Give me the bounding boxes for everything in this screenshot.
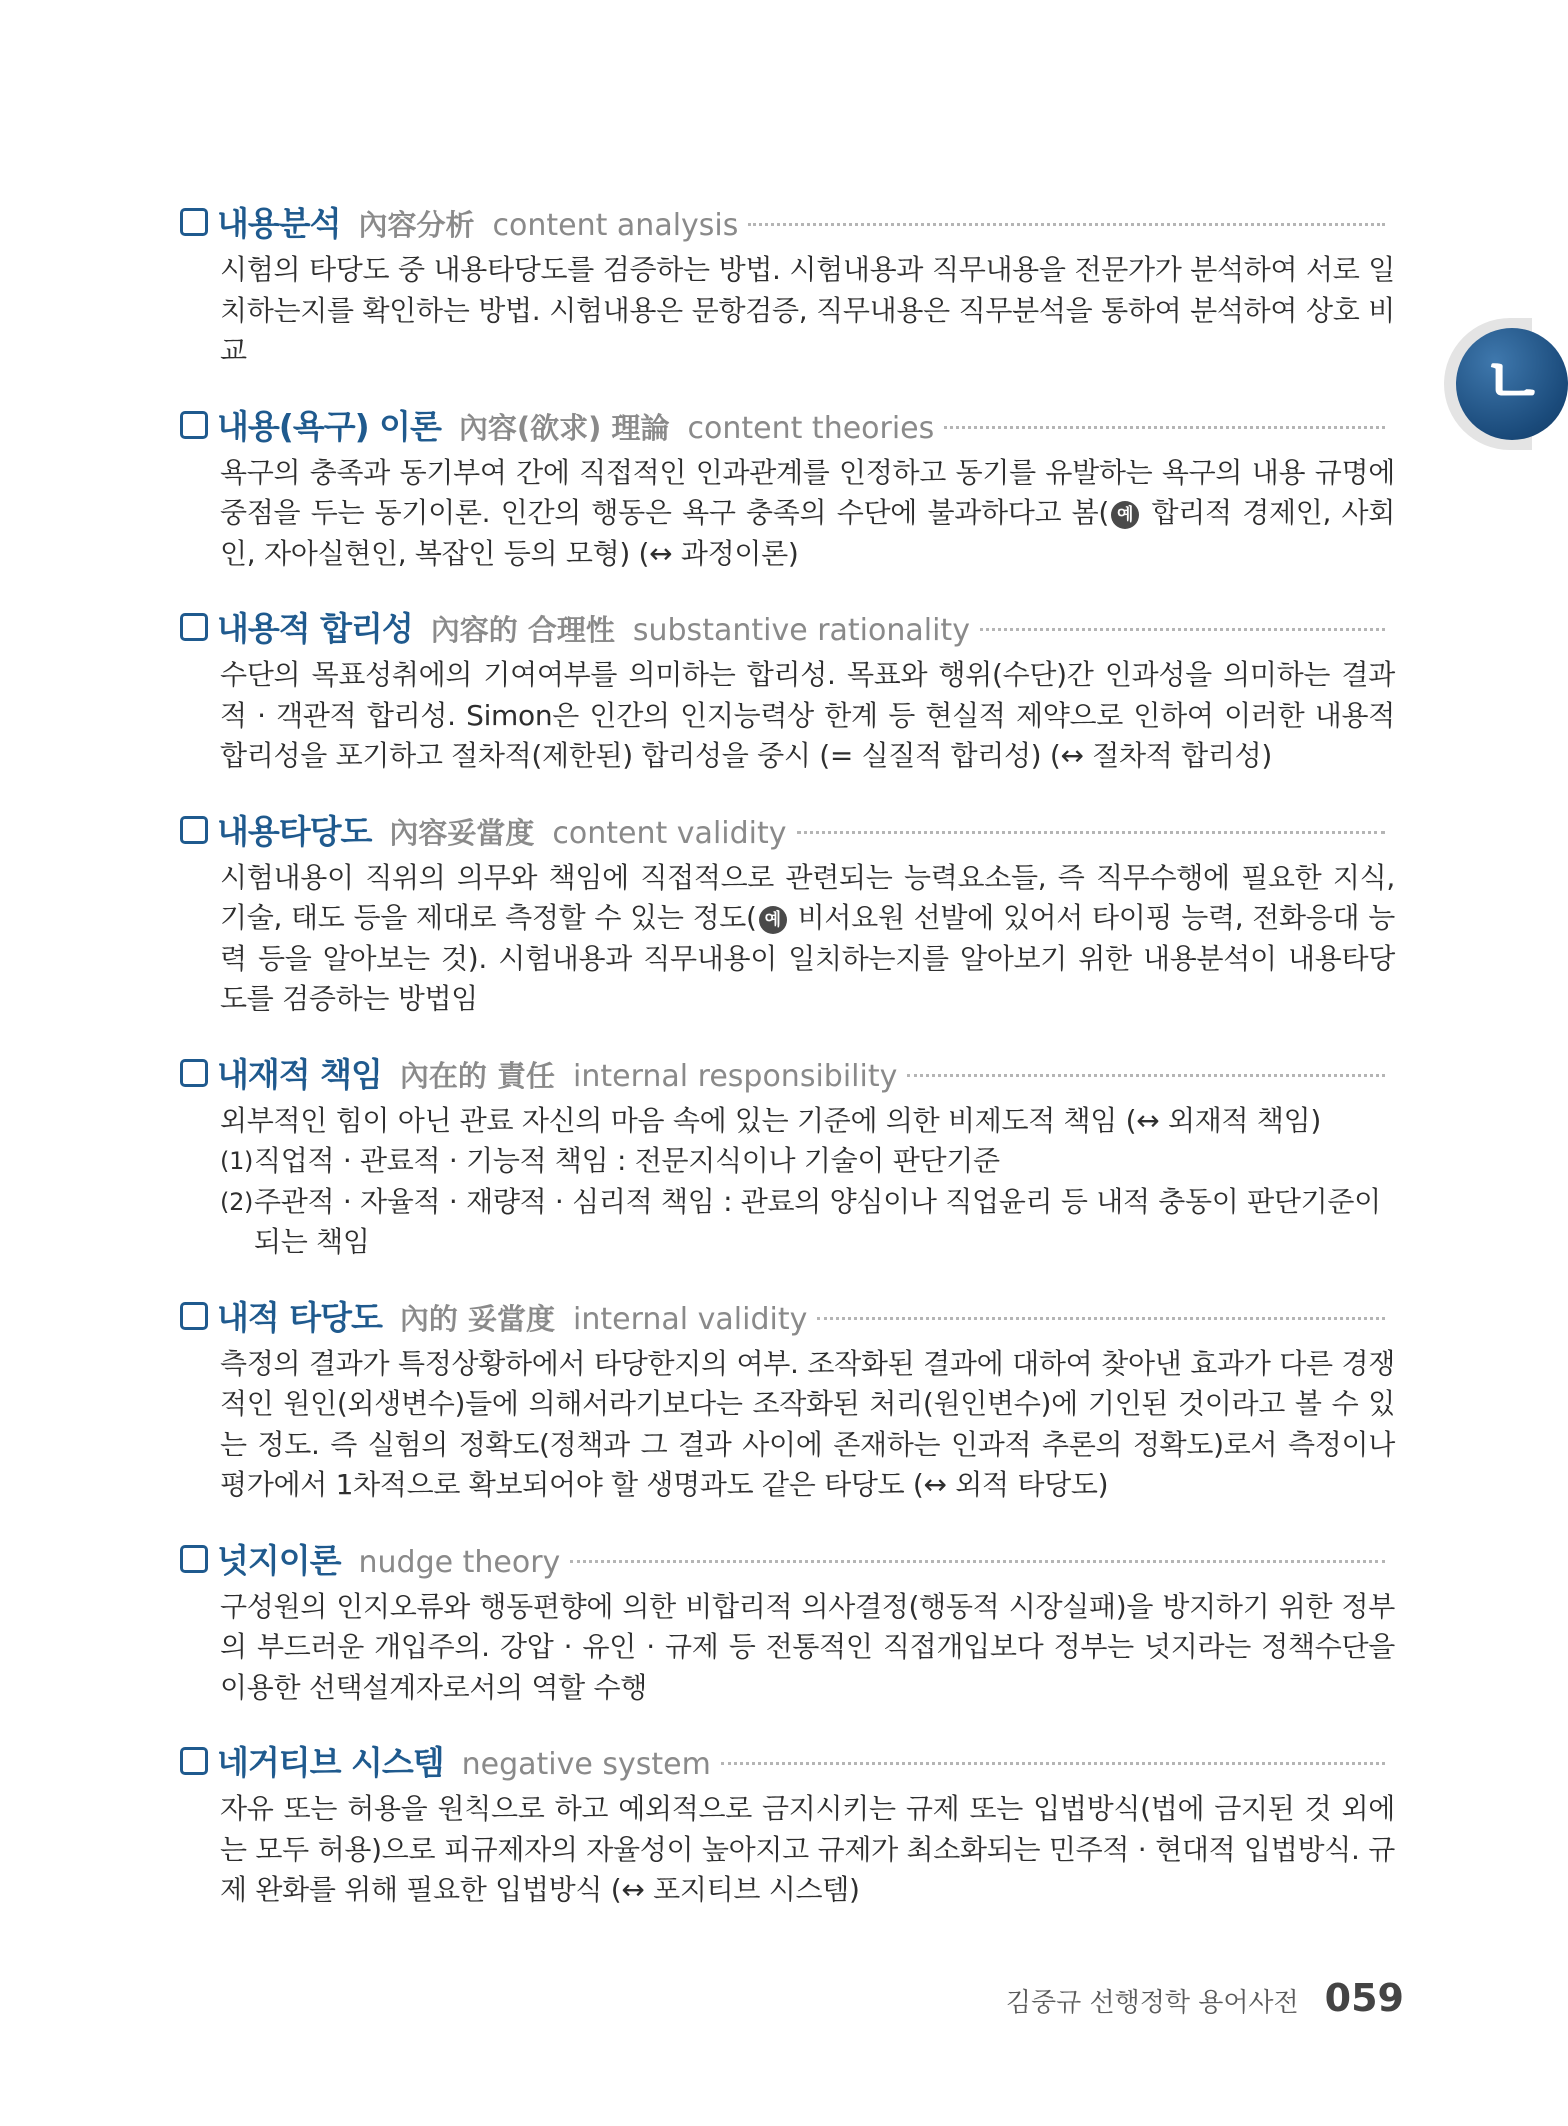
entry-english: content theories [687,410,935,446]
entry [180,1049,1395,1263]
list-item-number: (1) [220,1147,254,1175]
entry-body: 시험의 타당도 중 내용타당도를 검증하는 방법. 시험내용과 직무내용을 전문가가 분석하여 서로 일치하는지를 확인하는 방법. 시험내용은 문항검증, 직무내용은 직무분석을 통하여 분석하여 상호 비교 [220,253,1395,367]
entry-header [180,198,1395,246]
entry-header [180,401,1395,449]
example-badge-icon: 예 [1111,501,1139,529]
entry-hanja: 內容的 合理性 [430,613,615,647]
entry-body [220,453,1395,575]
entry-term: 내용(욕구) 이론 [217,406,441,446]
entry-list [180,198,1395,1940]
entry [180,401,1395,575]
entry-hanja: 內在的 責任 [399,1058,555,1093]
list-item-text: 주관적 · 자율적 · 재량적 · 심리적 책임 : 관료의 양심이나 직업윤리 등 내적 충동이 판단기준이 되는 책임 [254,1184,1381,1258]
entry-english: negative system [461,1747,711,1782]
entry-term: 내용적 합리성 [217,609,413,648]
entry-body-text: 시험내용이 직위의 의무와 책임에 직접적으로 관련되는 능력요소들, 즉 직무수행에 필요한 지식, 기술, 태도 등을 제대로 측정할 수 있는 정도( [220,860,1395,934]
entry-term: 내적 타당도 [217,1297,382,1337]
list-item-text: 직업적 · 관료적 · 기능적 책임 : 전문지식이나 기술이 판단기준 [254,1144,1000,1177]
entry [180,1292,1395,1506]
entry-english: content validity [552,815,787,851]
dotted-leader [907,1074,1385,1077]
entry-hanja: 內容分析 [358,208,475,242]
page-footer [1006,1976,1404,2020]
entry-english: internal validity [573,1301,808,1337]
index-tab-letter: ㄴ [1482,343,1546,420]
entry-hanja: 內容(欲求) 理論 [458,410,670,445]
entry-english: internal responsibility [573,1058,898,1094]
page-number: 059 [1324,1976,1404,2020]
entry [180,603,1395,777]
checkbox-square-icon [180,1059,208,1087]
checkbox-square-icon [180,1302,208,1330]
entry-term: 내용타당도 [217,811,372,851]
checkbox-square-icon [180,816,208,844]
checkbox-square-icon [180,613,208,641]
index-tab-circle [1456,328,1568,440]
entry-body: 외부적인 힘이 아닌 관료 자신의 마음 속에 있는 기준에 의한 비제도적 책임 (↔ 외재적 책임) [220,1103,1321,1137]
entry-header [180,1292,1395,1340]
dotted-leader [797,831,1385,834]
entry-header [180,1049,1395,1097]
entry-header [180,1737,1395,1785]
dotted-leader [721,1762,1385,1765]
entry-term: 네거티브 시스템 [217,1743,444,1782]
entry [180,1535,1395,1709]
entry-body [220,858,1395,1020]
example-badge-icon: 예 [759,906,787,934]
entry-body-text: 욕구의 충족과 동기부여 간에 직접적인 인과관계를 인정하고 동기를 유발하는 욕구의 내용 규명에 중점을 두는 동기이론. 인간의 행동은 욕구 충족의 수단에 불과하다고 봄( [220,455,1395,529]
entry-term: 내용분석 [217,204,341,243]
entry-hanja: 內容妥當度 [389,815,535,850]
dotted-leader [980,628,1385,631]
checkbox-square-icon [180,1747,208,1775]
entry [180,198,1395,372]
dotted-leader [817,1317,1385,1320]
entry [180,806,1395,1020]
dotted-leader [570,1560,1385,1563]
entry-body: 측정의 결과가 특정상황하에서 타당한지의 여부. 조작화된 결과에 대하여 찾아낸 효과가 다른 경쟁적인 원인(외생변수)들에 의해서라기보다는 조작화된 처리(원인변수)에 기인된 것이라고 볼 수 있는 정도. 즉 실험의 정확도(정책과 그 결과 사이에 존재하는 인과적 추론의 정확도)로서 측정이나 평가에서 1차적으로 확보되어야 할 생명과도 같은 타당도 (↔ 외적 타당도) [220,1346,1395,1501]
entry-body-text: 비서요원 선발에 있어서 타이핑 능력, 전화응대 능력 등을 알아보는 것). 시험내용과 직무내용이 일치하는지를 알아보기 위한 내용분석이 내용타당도를 검증하는 방법임 [220,901,1395,1015]
entry-body: 수단의 목표성취에의 기여여부를 의미하는 합리성. 목표와 행위(수단)간 인과성을 의미하는 결과적 · 객관적 합리성. Simon은 인간의 인지능력상 한계 등 현실적 제약으로 인하여 이러한 내용적 합리성을 포기하고 절차적(제한된) 합리성을 중시 (= 실질적 합리성) (↔ 절차적 합리성) [220,658,1395,772]
dotted-leader [944,426,1385,429]
index-tab[interactable] [1444,318,1546,450]
entry-english: substantive rationality [632,613,970,648]
list-item [220,1182,1395,1263]
entry-hanja: 內的 妥當度 [399,1301,555,1336]
entry-body-text: 합리적 경제인, 사회인, 자아실현인, 복잡인 등의 모형) (↔ 과정이론) [220,496,1396,570]
dotted-leader [748,223,1385,226]
entry-term: 내재적 책임 [217,1054,382,1094]
checkbox-square-icon [180,411,208,439]
entry-header [180,1535,1395,1583]
entry-header [180,806,1395,854]
entry-english: content analysis [492,208,739,243]
entry-english: nudge theory [358,1544,561,1580]
entry-body: 구성원의 인지오류와 행동편향에 의한 비합리적 의사결정(행동적 시장실패)을 방지하기 위한 정부의 부드러운 개입주의. 강압 · 유인 · 규제 등 전통적인 직접개입보다 정부는 넛지라는 정책수단을 이용한 선택설계자로서의 역할 수행 [220,1589,1395,1704]
footer-book-title: 김중규 선행정학 용어사전 [1005,1988,1299,2018]
entry-term: 넛지이론 [217,1540,341,1580]
list-item [220,1141,1395,1182]
list-item-number: (2) [220,1187,254,1216]
entry [180,1737,1395,1911]
checkbox-square-icon [180,1545,208,1573]
entry-header [180,603,1395,651]
checkbox-square-icon [180,208,208,236]
entry-body: 자유 또는 허용을 원칙으로 하고 예외적으로 금지시키는 규제 또는 입법방식(법에 금지된 것 외에는 모두 허용)으로 피규제자의 자율성이 높아지고 규제가 최소화되는 민주적 · 현대적 입법방식. 규제 완화를 위해 필요한 입법방식 (↔ 포지티브 시스템) [220,1792,1395,1906]
